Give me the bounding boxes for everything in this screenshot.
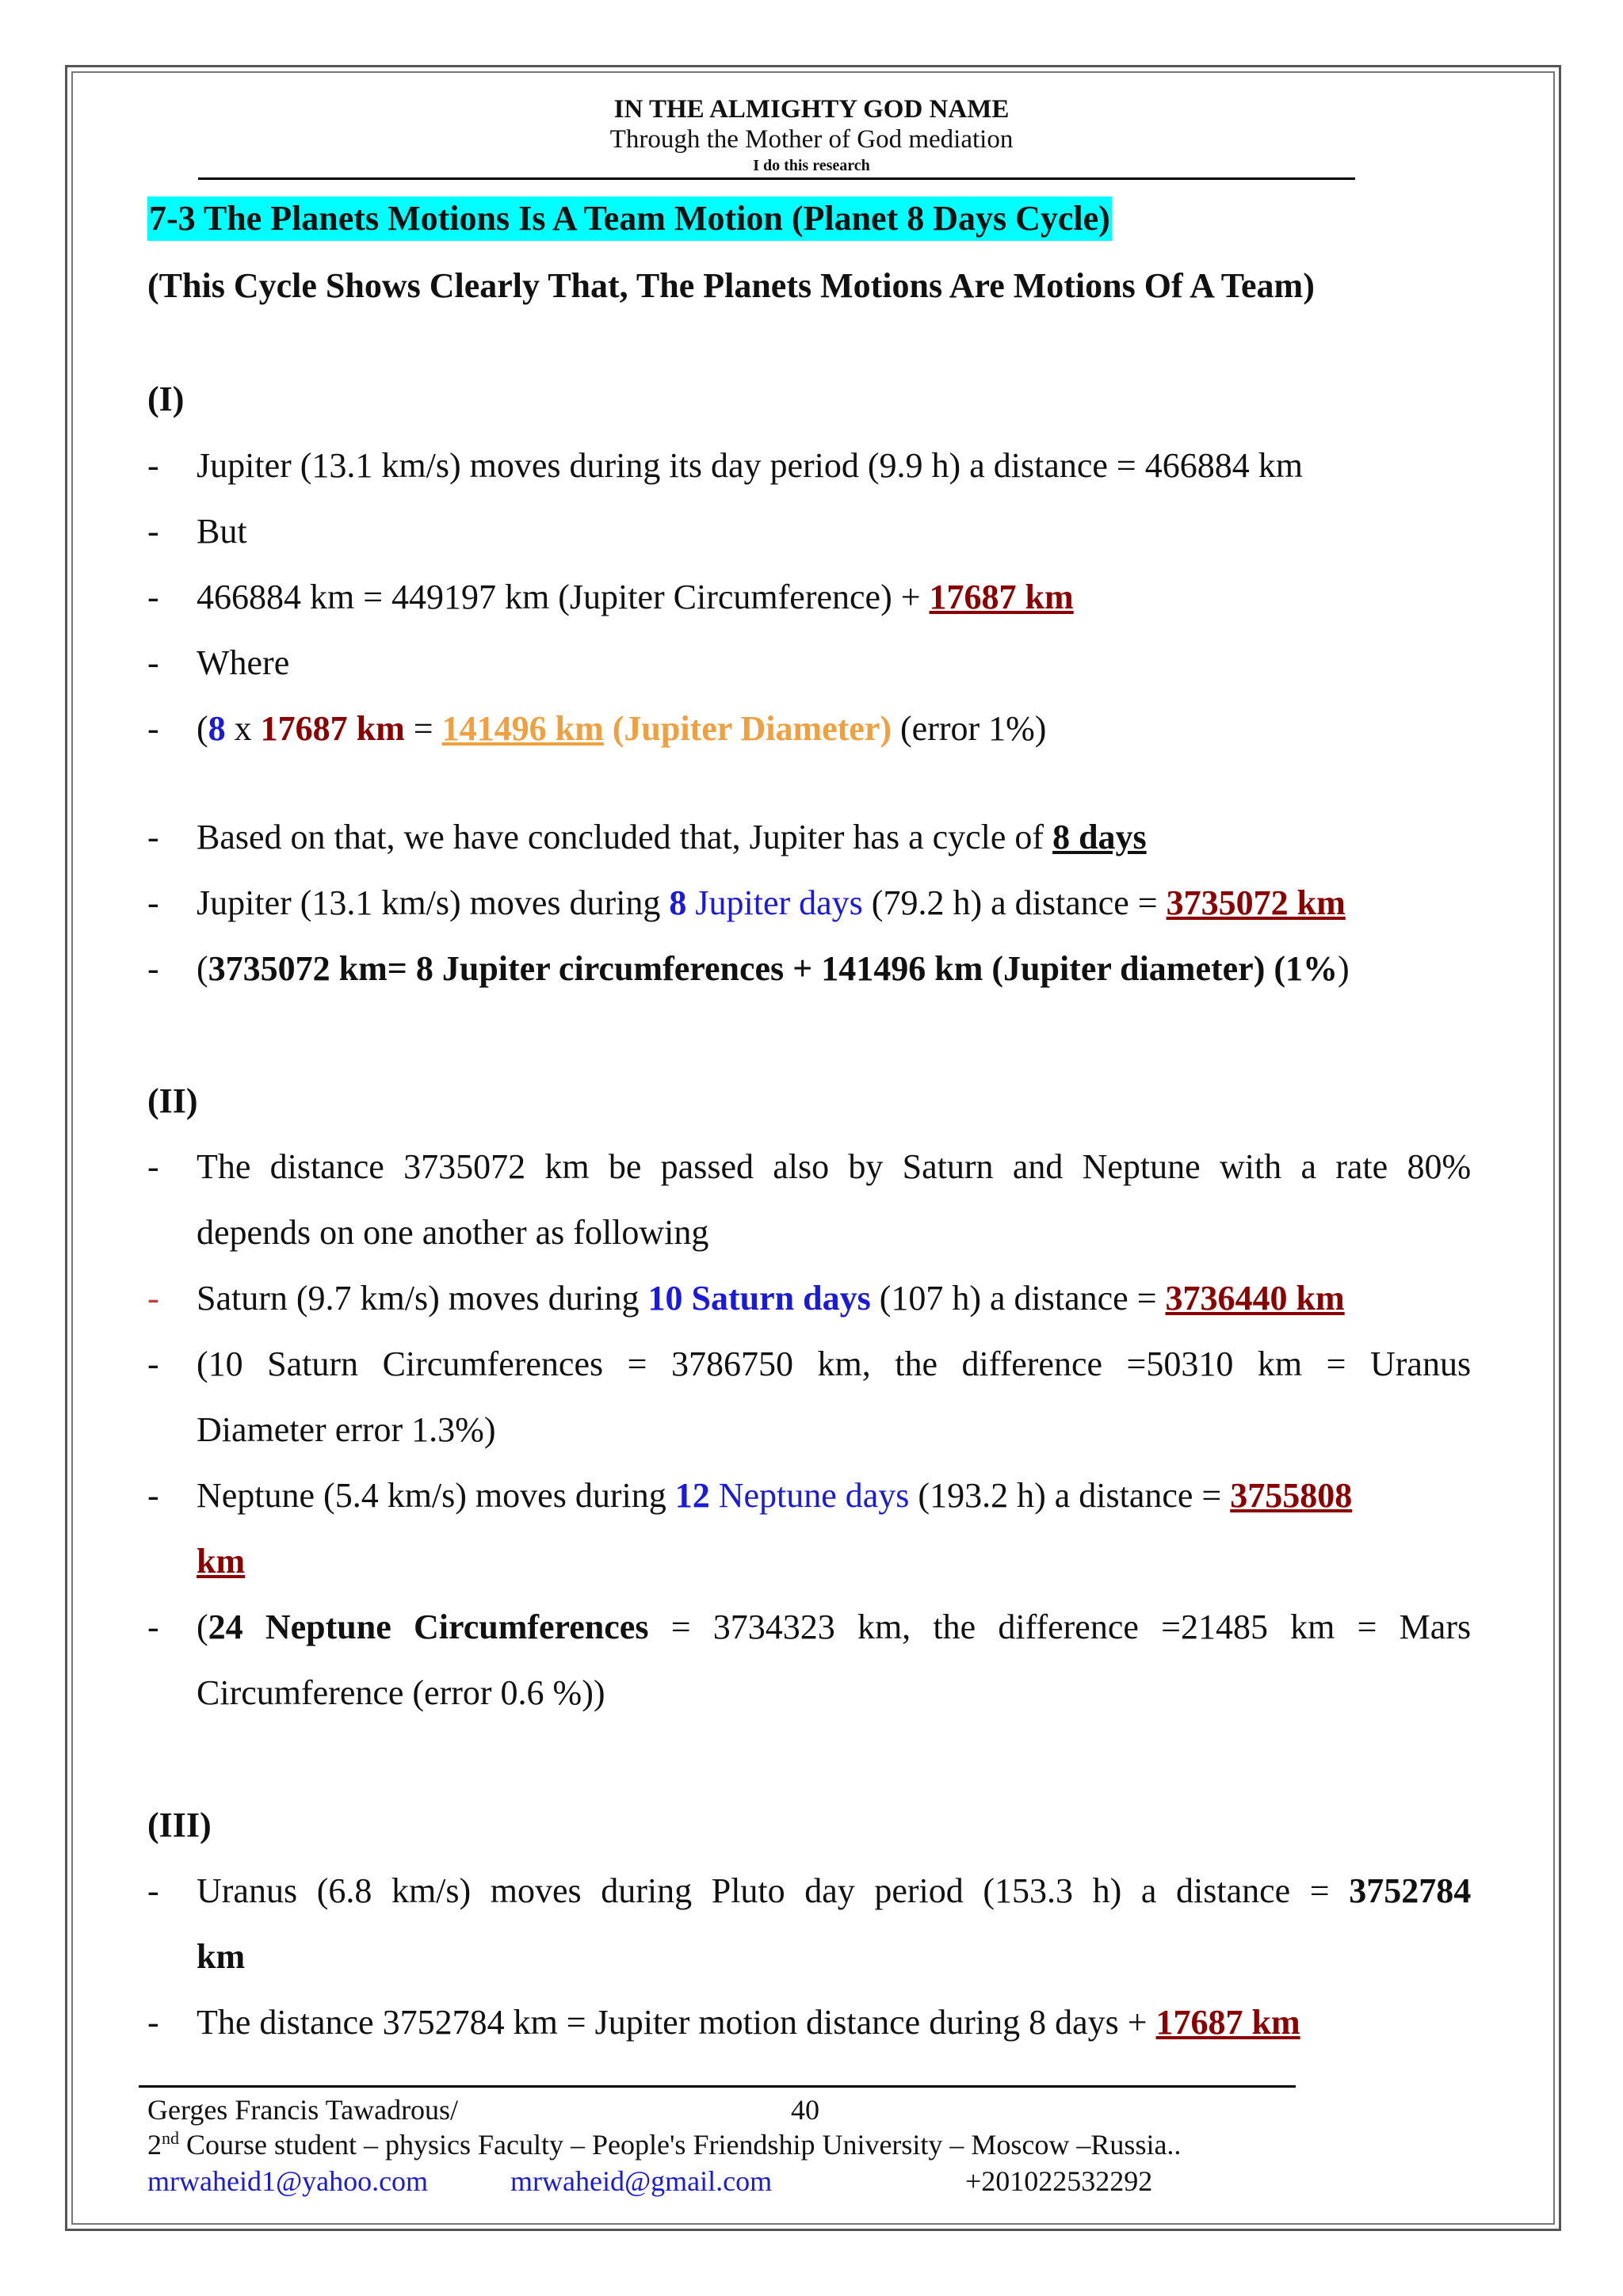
highlight-text: Jupiter days [686,883,863,922]
text: The distance 3752784 km = Jupiter motion distance during 8 days + [197,2003,1156,2042]
word: moves [490,1871,582,1910]
word: a [1140,1871,1157,1910]
word: Uranus [1369,1344,1472,1383]
footer-rule [139,2085,1296,2088]
word: rate [1335,1147,1388,1186]
word: Neptune [1082,1147,1201,1186]
bullet-dash: - [147,512,159,551]
text: Neptune (5.4 km/s) moves during [197,1476,675,1515]
word: and [1012,1147,1064,1186]
word: (10 [197,1344,243,1383]
text: Saturn (9.7 km/s) moves during [197,1279,648,1318]
footer-affiliation [147,2128,1181,2161]
word: km [1290,1608,1335,1646]
word [197,1608,648,1646]
section-title: 7-3 The Planets Motions Is A Team Motion (Planet 8 Days Cycle) [147,196,1112,241]
word: with [1219,1147,1282,1186]
word: = [670,1608,691,1646]
text: Jupiter (13.1 km/s) moves during [197,883,670,922]
word: distance [269,1147,384,1186]
s2-line-5b: Circumference (error 0.6 %)) [197,1673,605,1712]
word: the [895,1344,938,1383]
highlight-text: (Jupiter Diameter) [603,709,892,748]
text: x [225,709,261,748]
highlight-value: 8 [208,709,226,748]
word: (6.8 [316,1871,372,1910]
word: distance [1176,1871,1291,1910]
highlight-text: 10 Saturn days [647,1279,871,1318]
footer-email-1[interactable]: mrwaheid1@yahoo.com [147,2165,429,2197]
text: ) [1338,949,1350,988]
highlight-value: 141496 km [441,709,604,748]
highlight-value: 12 [674,1476,710,1515]
highlight-value: 3735072 km [1166,883,1346,922]
header-line-3: I do this research [753,157,870,174]
s2-line-1 [197,1146,1471,1187]
text: = [404,709,442,748]
highlight-value: 8 days [1052,818,1147,856]
word: difference [961,1344,1103,1383]
header-line-2: Through the Mother of God mediation [609,125,1014,154]
text: Based on that, we have concluded that, Jupiter has a cycle of [197,818,1053,856]
word: km [544,1147,590,1186]
word: by [848,1147,884,1186]
word: =21485 [1161,1608,1268,1646]
highlight-value: 17687 km [260,709,405,748]
section-label-2: (II) [147,1081,198,1120]
word: period [874,1871,964,1910]
highlight-value: 3736440 km [1165,1279,1345,1318]
bullet-dash: - [147,1279,159,1318]
word: a [1300,1147,1316,1186]
text: ( [197,949,208,988]
word: 3752784 [1349,1871,1472,1910]
s1-line-2: But [197,512,247,551]
footer-email-2[interactable]: mrwaheid@gmail.com [510,2165,773,2197]
word: h) [1092,1871,1122,1910]
highlight-value: 17687 km [1155,2003,1300,2042]
word: 80% [1407,1147,1472,1186]
highlight-text: Neptune days [709,1476,910,1515]
s2-line-3b: Diameter error 1.3%) [197,1410,496,1449]
s1-line-3 [197,577,1074,617]
s2-line-5 [197,1607,1471,1647]
bullet-dash: - [147,709,159,748]
word: difference [998,1608,1139,1646]
word: Saturn [267,1344,359,1383]
word: Circumferences [382,1344,604,1383]
section-label-1: (I) [147,379,185,418]
word: Pluto [711,1871,785,1910]
section-label-3: (III) [147,1806,212,1844]
bullet-dash: - [147,578,159,616]
word: = [1326,1344,1346,1383]
text: ( [197,709,208,748]
bullet-dash: - [147,1476,159,1515]
highlight-value: km [197,1542,246,1581]
s3-line-1 [197,1871,1471,1911]
s1-line-7 [197,883,1346,923]
bullet-dash: - [147,446,159,485]
s2-line-4b [197,1541,245,1581]
bullet-dash: - [147,1871,159,1910]
s1-line-4: Where [197,643,290,682]
s3-line-2 [197,2002,1300,2042]
bullet-dash: - [147,2003,159,2042]
s2-line-1b: depends on one another as following [197,1213,709,1252]
word: = [627,1344,647,1383]
s1-line-6 [197,817,1147,857]
bullet-dash: - [147,883,159,922]
word: =50310 [1126,1344,1234,1383]
footer-author: Gerges Francis Tawadrous/ [147,2094,459,2126]
text: (error 1%) [892,709,1047,748]
s1-line-8 [197,948,1350,989]
highlight-value: 17687 km [929,578,1074,616]
word: km/s) [391,1871,472,1910]
text: Course student – physics Faculty – People's Friendship University – Moscow –Russia.. [179,2129,1182,2161]
text: (107 h) a distance = [870,1279,1166,1318]
word: = [1309,1871,1330,1910]
word: km, [817,1344,871,1383]
word: km [1257,1344,1303,1383]
highlight-value: 3755808 [1230,1476,1353,1515]
bullet-dash: - [147,949,159,988]
header-line-1: IN THE ALMIGHTY GOD NAME [613,95,1010,124]
word: during [601,1871,693,1910]
text: ( [197,1608,208,1646]
word: the [933,1608,976,1646]
s2-line-4 [197,1475,1352,1516]
text: (79.2 h) a distance = [862,883,1167,922]
text: 466884 km = 449197 km (Jupiter Circumference) + [197,578,930,616]
word: 3786750 [670,1344,793,1383]
s2-line-2 [197,1278,1345,1318]
s1-line-1: Jupiter (13.1 km/s) moves during its day period (9.9 h) a distance = 466884 km [197,446,1303,485]
word: = [1357,1608,1377,1646]
bullet-dash: - [147,1344,159,1383]
bullet-dash: - [147,818,159,856]
s3-line-1b: km [197,1937,246,1976]
bullet-dash: - [147,1608,159,1646]
highlight-value: 8 [669,883,687,922]
text: 2 [147,2129,162,2161]
header-rule [198,177,1355,180]
word: Saturn [902,1147,994,1186]
word: km, [857,1608,911,1646]
word: Mars [1399,1608,1472,1646]
word: be [608,1147,642,1186]
word: day [804,1871,855,1910]
word: Uranus [197,1871,298,1910]
word: 3735072 [403,1147,526,1186]
bullet-dash: - [147,1147,159,1186]
section-subtitle: (This Cycle Shows Clearly That, The Planets Motions Are Motions Of A Team) [147,266,1315,305]
word: (153.3 [983,1871,1074,1910]
bold-text: 3735072 km= 8 Jupiter circumferences + 141496 km (Jupiter diameter) (1% [208,949,1338,988]
bold-text: 24 Neptune Circumferences [208,1608,649,1646]
footer-phone: +201022532292 [965,2165,1153,2197]
word: The [197,1147,251,1186]
word: also [773,1147,830,1186]
footer-page-number: 40 [791,2094,819,2126]
word: passed [660,1147,754,1186]
superscript: nd [162,2128,179,2148]
bullet-dash: - [147,643,159,682]
text: (193.2 h) a distance = [909,1476,1231,1515]
s1-line-5 [197,708,1046,749]
s2-line-3 [197,1344,1471,1384]
word: 3734323 [712,1608,835,1646]
